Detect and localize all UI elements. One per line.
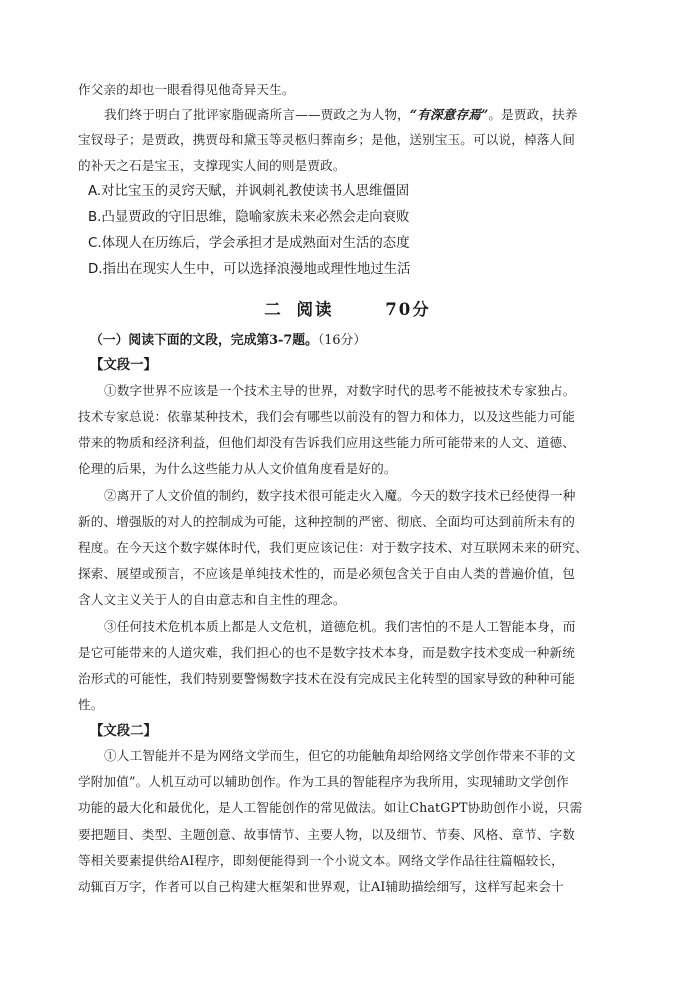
choice-a: A.对比宝玉的灵窍天赋，并讽刺礼教使读书人思维僵固 <box>88 184 410 199</box>
intro-line-4: 的补天之石是宝玉，支撑现实人间的则是贾政。 <box>78 158 346 173</box>
passage-1-line: 技术专家总说：依靠某种技术，我们会有哪些以前没有的智力和体力，以及这些能力可能 <box>78 409 576 424</box>
intro-line-3: 宝钗母子；是贾政，携贾母和黛玉等灵柩归葬南乡；是他，送别宝玉。可以说，棹落人间 <box>78 132 576 147</box>
question-points: （16分） <box>317 333 367 348</box>
passage-1-line: 治形式的可能性，我们特别要警惕数字技术在没有完成民主化转型的国家导致的种种可能 <box>78 671 576 686</box>
section-score: 70分 <box>385 300 431 319</box>
section-name: 阅读 <box>296 300 334 319</box>
question-title: （一）阅读下面的文段，完成第3-7题。（16分） <box>90 333 367 348</box>
passage-2-line: 要把题目、类型、主题创意、故事情节、主要人物，以及细节、节奏、风格、章节、字数 <box>78 827 576 842</box>
passage-1-line: 程度。在今天这个数字媒体时代，我们更应该记住：对于数字技术、对互联网未来的研究、 <box>78 540 588 555</box>
section-label: 二 <box>264 300 283 319</box>
passage-2-line: 等相关要素提供给AI程序，即刻便能得到一个小说文本。网络文学作品往往篇幅较长， <box>78 853 564 868</box>
passage-1-line: 含人文主义关于人的自由意志和自主性的理念。 <box>78 592 346 607</box>
passage-1-line: ①数字世界不应该是一个技术主导的世界，对数字时代的思考不能被技术专家独占。 <box>104 383 576 398</box>
intro-quote: “有深意存焉” <box>409 107 489 122</box>
choice-d: D.指出在现实人生中，可以选择浪漫地或理性地过生活 <box>88 262 411 277</box>
intro-line-2: 我们终于明白了批评家脂砚斋所言——贾政之为人物，“有深意存焉”。是贾政，扶养 <box>104 107 578 122</box>
passage-2-line: 功能的最大化和最优化，是人工智能创作的常见做法。如让ChatGPT协助创作小说，只需 <box>78 800 583 815</box>
passage-1-line: 是它可能带来的人道灾难，我们担心的也不是数字技术本身，而是数字技术变成一种新统 <box>78 645 576 660</box>
choice-c: C.体现人在历练后，学会承担才是成熟面对生活的态度 <box>88 236 410 251</box>
passage-2-heading: 【文段二】 <box>90 723 157 739</box>
section-title <box>0 296 695 320</box>
choice-b: B.凸显贾政的守旧思维，隐喻家族未来必然会走向衰败 <box>88 210 410 225</box>
passage-1-line: 性。 <box>78 697 104 712</box>
passage-1-line: 探索、展望或预言，不应该是单纯技术性的，而是必须包含关于自由人类的普遍价值，包 <box>78 566 576 581</box>
intro-line-1: 作父亲的却也一眼看得见他奇异天生。 <box>78 82 295 97</box>
passage-2-line: 动辄百万字，作者可以自己构建大框架和世界观，让AI辅助描绘细写，这样写起来会十 <box>78 879 564 894</box>
passage-1-heading: 【文段一】 <box>90 357 157 373</box>
passage-1-line: 新的、增强版的对人的控制成为可能，这种控制的严密、彻底、全面均可达到前所未有的 <box>78 514 576 529</box>
passage-1-line: 伦理的后果，为什么这些能力从人文价值角度看是好的。 <box>78 461 397 476</box>
passage-1-line: ②离开了人文价值的制约，数字技术很可能走火入魔。今天的数字技术已经使得一种 <box>104 488 576 503</box>
passage-2-line: ①人工智能并不是为网络文学而生，但它的功能触角却给网络文学创作带来不菲的文 <box>104 748 576 763</box>
passage-1-line: 带来的物质和经济利益，但他们却没有告诉我们应用这些能力所可能带来的人文、道德、 <box>78 435 576 450</box>
passage-2-line: 学附加值”。人机互动可以辅助创作。作为工具的智能程序为我所用，实现辅助文学创作 <box>78 774 569 789</box>
passage-1-line: ③任何技术危机本质上都是人文危机，道德危机。我们害怕的不是人工智能本身，而 <box>104 619 576 634</box>
